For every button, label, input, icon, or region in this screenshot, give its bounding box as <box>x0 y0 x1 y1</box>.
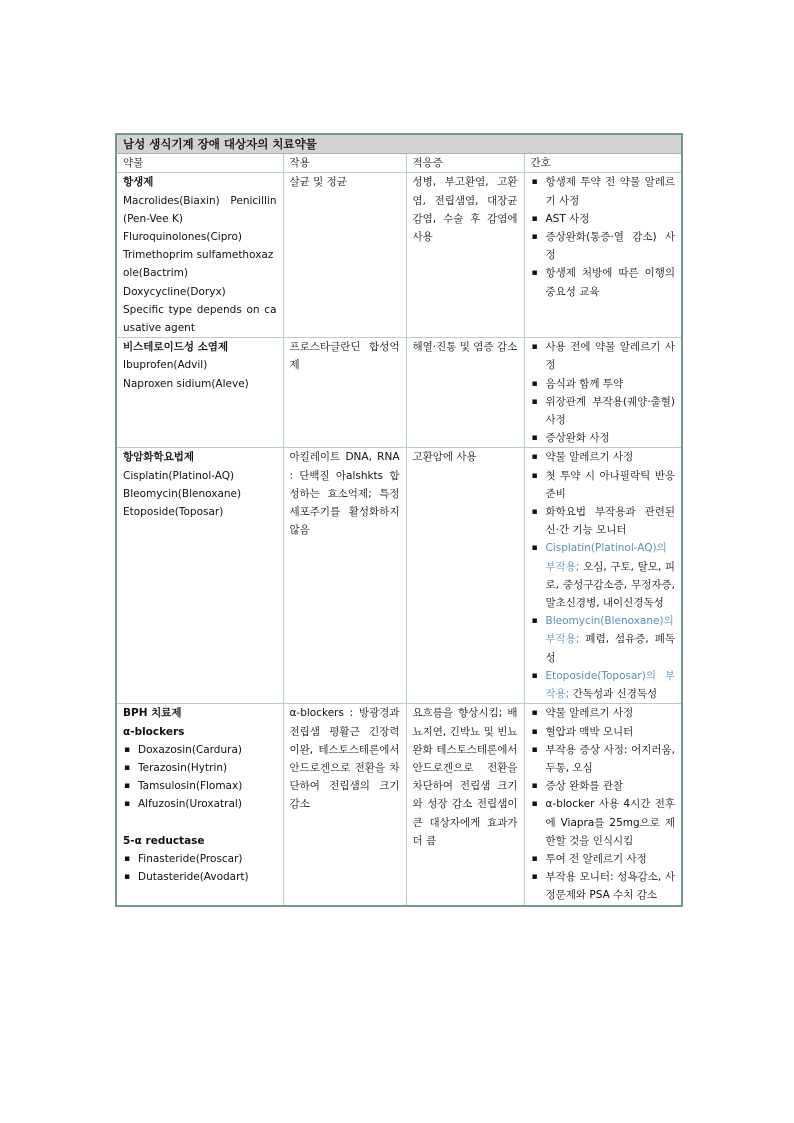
nursing-item: ▪ 사용 전에 약물 알레르기 사정 <box>531 338 676 374</box>
drug-name: ▪ Terazosin(Hytrin) <box>123 759 277 777</box>
drug-name: Fluroquinolones(Cipro) <box>123 231 242 244</box>
side-effect-heading: Bleomycin(Blenoxane)의 부작용; <box>545 615 674 646</box>
indication-cell: 고환암에 사용 <box>406 448 524 704</box>
drug-group-title: BPH 치료제 <box>123 707 182 720</box>
drug-subgroup-title: 5-α reductase <box>123 834 205 847</box>
nursing-item: ▪ 음식과 함께 투약 <box>531 375 676 393</box>
nursing-cell <box>524 173 682 338</box>
nursing-item: ▪ 부작용 모니터: 성욕감소, 사정문제와 PSA 수치 감소 <box>531 868 676 904</box>
drug-table <box>115 133 683 907</box>
drug-name: Trimethoprim sulfamethoxazole(Bactrim) <box>123 249 274 280</box>
drug-name: ▪ Doxazosin(Cardura) <box>123 741 277 759</box>
action-cell: 살균 및 정균 <box>283 173 406 338</box>
drug-cell <box>116 338 283 448</box>
drug-cell <box>116 704 283 906</box>
nursing-item: ▪ 증상완화(통증·열 감소) 사정 <box>531 228 676 264</box>
drug-name: Ibuprofen(Advil) <box>123 359 208 372</box>
nursing-item <box>531 539 676 612</box>
indication-cell: 해열·진통 및 염증 감소 <box>406 338 524 448</box>
table-row <box>116 173 682 338</box>
indication-cell: 요흐름을 향상시킴; 배뇨지연, 긴박뇨 및 빈뇨 완화 테스토스테론에서 안드로겐으로 전환을 차단하여 전립샘 크기와 성장 감소 전립샘이 큰 대상자에게 효과가 더 큼 <box>406 704 524 906</box>
table-row <box>116 704 682 906</box>
nursing-item: ▪ 첫 투약 시 아나필락틱 반응 준비 <box>531 467 676 503</box>
nursing-cell <box>524 704 682 906</box>
nursing-item: ▪ 화학요법 부작용과 관련된 신·간 기능 모니터 <box>531 503 676 539</box>
drug-name: Bleomycin(Blenoxane) <box>123 487 242 500</box>
action-cell: 프로스타글란딘 합성억제 <box>283 338 406 448</box>
drug-name: Macrolides(Biaxin) Penicillin (Pen-Vee K) <box>123 194 277 225</box>
nursing-item: ▪ 부작용 증상 사정: 어지러움, 두통, 오심 <box>531 741 676 777</box>
table-row <box>116 448 682 704</box>
drug-name: Specific type depends on causative agent <box>123 303 277 335</box>
table-row <box>116 338 682 448</box>
nursing-cell <box>524 338 682 448</box>
drug-group-title: 항암화학요법제 <box>123 451 195 464</box>
drug-name: Cisplatin(Platinol-AQ) <box>123 469 235 482</box>
side-effect-heading: Etoposide(Toposar)의 부작용; <box>545 669 676 701</box>
drug-name: Naproxen sidium(Aleve) <box>123 377 249 390</box>
nursing-item: ▪ 혈압과 맥박 모니터 <box>531 723 676 741</box>
drug-name: ▪ Alfuzosin(Uroxatral) <box>123 795 277 813</box>
side-effect-text: 오심, 구토, 탈모, 피로, 중성구감소증, 무정자증, 말초신경병, 내이신경독성 <box>545 560 676 610</box>
nursing-item: ▪ α-blocker 사용 4시간 전후에 Viapra를 25mg으로 제한할 것을 인식시킴 <box>531 795 676 850</box>
drug-name: ▪ Dutasteride(Avodart) <box>123 868 277 886</box>
drug-name: Etoposide(Toposar) <box>123 506 224 519</box>
nursing-item: ▪ 위장관계 부작용(궤양·출혈) 사정 <box>531 393 676 429</box>
table-header-row <box>116 154 682 173</box>
nursing-item: ▪ AST 사정 <box>531 210 676 228</box>
nursing-item: ▪ 투여 전 알레르기 사정 <box>531 850 676 868</box>
spacer <box>123 814 277 832</box>
drug-cell <box>116 173 283 338</box>
nursing-item: ▪ 약물 알레르기 사정 <box>531 704 676 722</box>
header-action: 작용 <box>283 154 406 173</box>
header-indication: 적응증 <box>406 154 524 173</box>
action-cell: 아킬레이트 DNA, RNA : 단백질 아alshkts 합성하는 효소억제; 특정세포주기를 활성화하지 않음 <box>283 448 406 704</box>
nursing-item <box>531 667 676 703</box>
drug-group-title: 항생제 <box>123 176 154 189</box>
nursing-item: ▪ 항생제 투약 전 약물 알레르기 사정 <box>531 173 676 209</box>
drug-name: ▪ Finasteride(Proscar) <box>123 850 277 868</box>
drug-name: Doxycycline(Doryx) <box>123 285 226 298</box>
nursing-item: ▪ 항생제 처방에 따른 이행의 중요성 교육 <box>531 264 676 300</box>
nursing-item: ▪ 약물 알레르기 사정 <box>531 448 676 466</box>
header-drug: 약물 <box>116 154 283 173</box>
drug-subgroup-title: α-blockers <box>123 725 185 738</box>
header-nursing: 간호 <box>524 154 682 173</box>
table-title-row <box>116 134 682 154</box>
indication-cell: 성병, 부고환염, 고환염, 전립샘염, 대장균 감염, 수술 후 감염에 사용 <box>406 173 524 338</box>
side-effect-text: 간독성과 신경독성 <box>569 688 658 701</box>
nursing-item: ▪ 증상완화 사정 <box>531 429 676 447</box>
action-cell: α-blockers : 방광경과 전립샘 평활근 긴장력 이완, 테스토스테론에서 안드로겐으로 전환을 차단하여 전립샘의 크기 감소 <box>283 704 406 906</box>
nursing-item <box>531 612 676 667</box>
drug-group-title: 비스테로이드성 소염제 <box>123 341 229 354</box>
side-effect-text: 폐렴, 섬유증, 폐독성 <box>545 633 676 664</box>
drug-name: ▪ Tamsulosin(Flomax) <box>123 777 277 795</box>
side-effect-heading: Cisplatin(Platinol-AQ)의 부작용; <box>545 542 667 573</box>
nursing-cell <box>524 448 682 704</box>
nursing-item: ▪ 증상 완화를 관찰 <box>531 777 676 795</box>
drug-cell <box>116 448 283 704</box>
table-title: 남성 생식기계 장애 대상자의 치료약물 <box>116 134 682 154</box>
